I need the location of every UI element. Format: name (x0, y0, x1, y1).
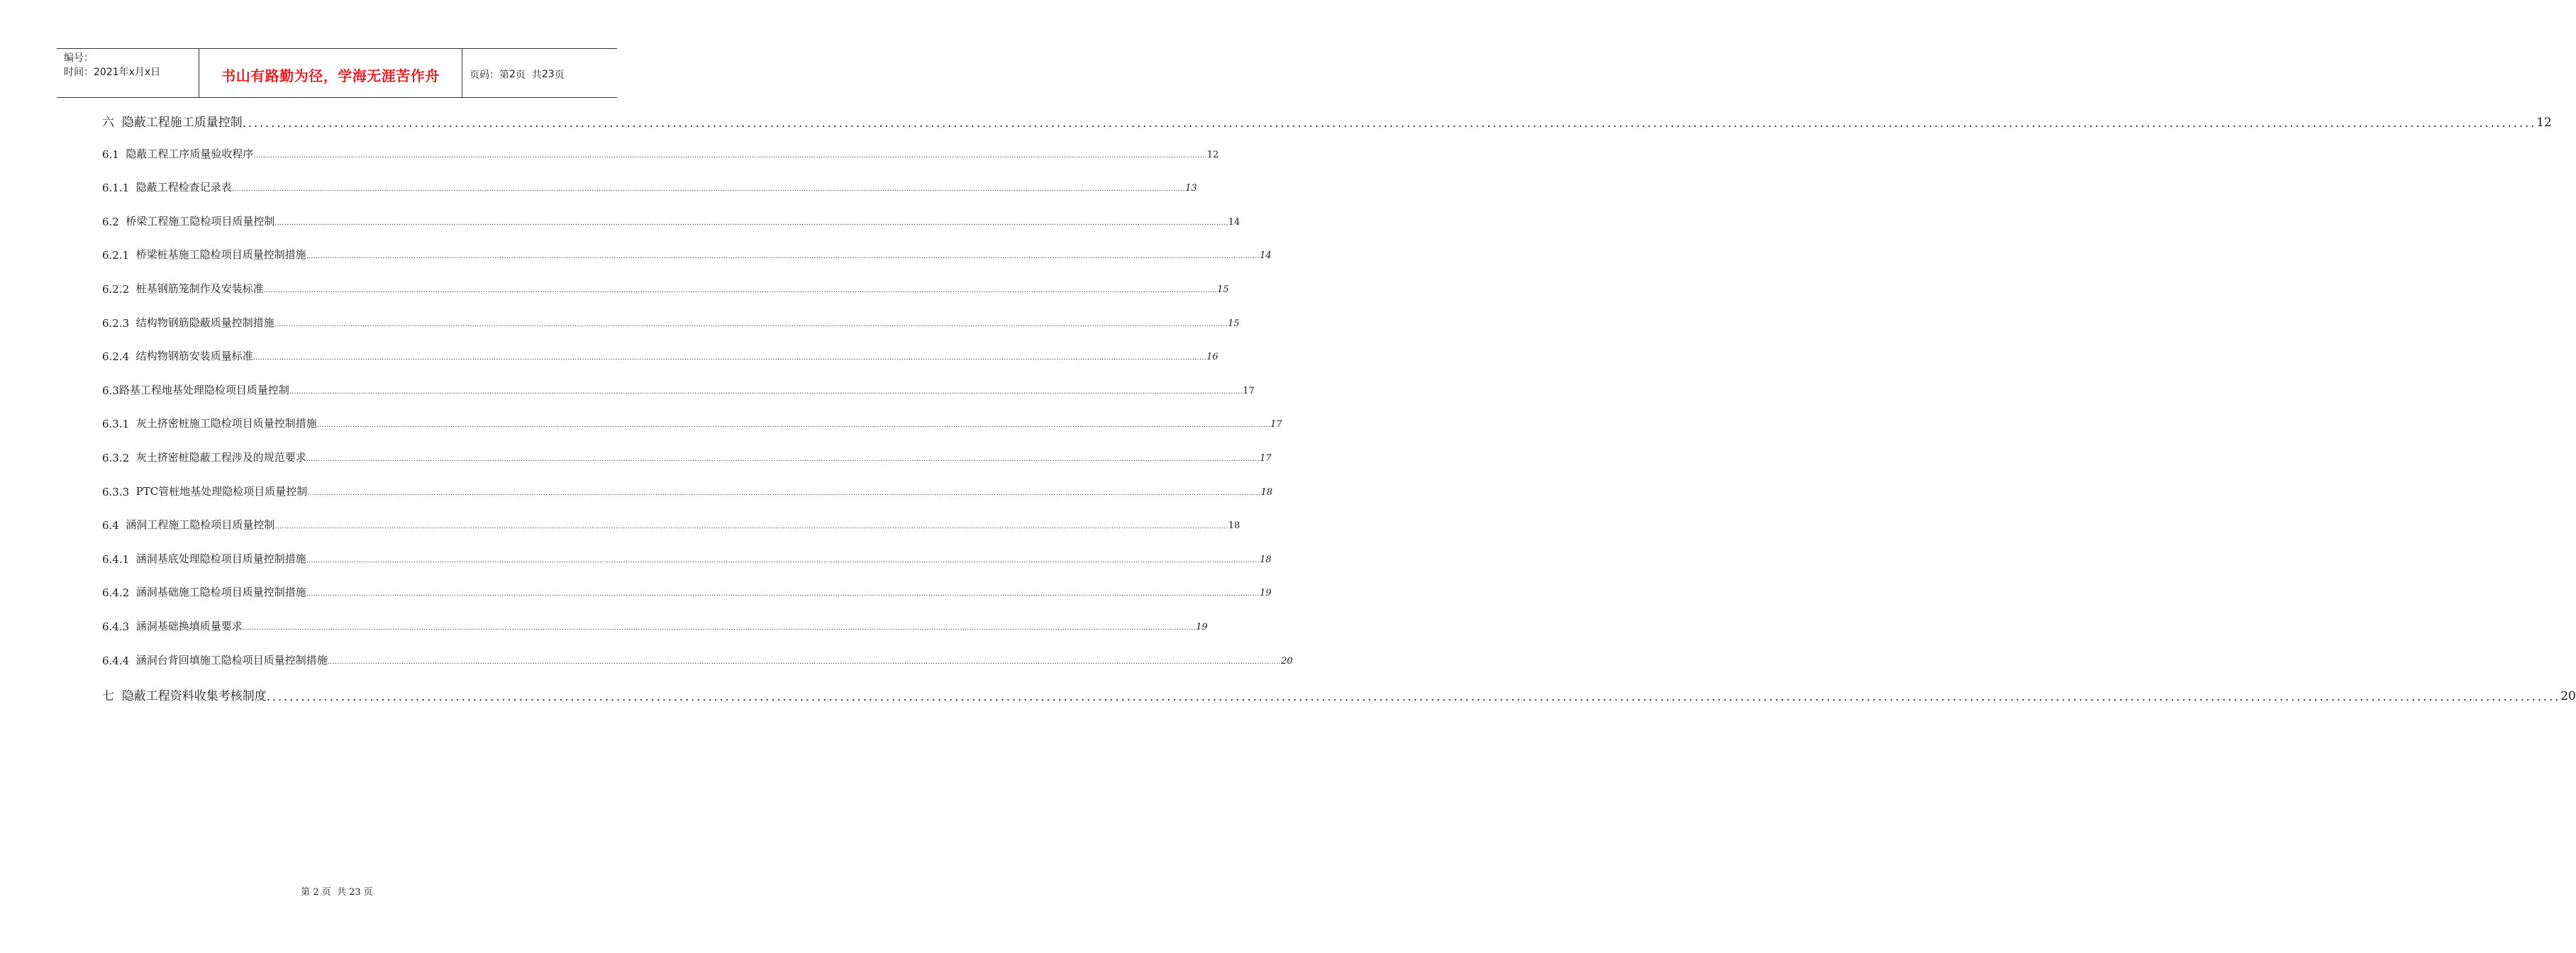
toc-entry[interactable] (102, 652, 1293, 667)
toc-entry-number: 七 (102, 689, 122, 704)
toc-entry[interactable] (102, 281, 1229, 296)
toc-entry-number: 6.2.3 (102, 316, 136, 330)
toc-dot-leader: ................................................................................................................................................................................................................................................................................................................................................................................................................ (316, 422, 1271, 430)
toc-dot-leader: ................................................................................................................................................................................................................................................................................................................................................................................................................ (266, 690, 2561, 704)
toc-entry-title: 灰土挤密桩隐蔽工程涉及的规范要求 (135, 451, 306, 464)
toc-dot-leader: ................................................................................................................................................................................................................................................................................................................................................................................................................ (289, 388, 1243, 396)
toc-entry-number: 6.3.3 (102, 485, 136, 498)
toc-dot-leader: ................................................................................................................................................................................................................................................................................................................................................................................................................ (231, 186, 1186, 194)
header-page-mid: 页 共 (515, 69, 542, 81)
toc-entry-title: 结构物钢筋隐蔽质量控制措施 (135, 316, 274, 329)
toc-dot-leader: ................................................................................................................................................................................................................................................................................................................................................................................................................ (306, 557, 1260, 564)
footer-page-total: 23 (349, 887, 361, 898)
footer-prefix: 第 (301, 887, 313, 898)
toc-entry-title: 隐蔽工程资料收集考核制度 (121, 689, 267, 704)
toc-entry-page: 18 (1260, 486, 1273, 498)
toc-entry-page: 20 (1281, 655, 1293, 667)
toc-entry-title: 隐蔽工程检查记录表 (135, 181, 232, 194)
header-motto: 书山有路勤为径，学海无涯苦作舟 (221, 67, 440, 84)
toc-entry[interactable] (102, 517, 1240, 533)
toc-entry-title: PTC管桩地基处理隐检项目质量控制 (135, 484, 308, 498)
toc-entry-number: 6.2.1 (102, 249, 136, 262)
toc-entry-page: 16 (1206, 352, 1218, 363)
toc-entry-page: 18 (1228, 520, 1240, 532)
header-page-info (462, 49, 617, 97)
toc-entry-number: 6.2.2 (102, 283, 136, 296)
toc-entry-page: 15 (1228, 318, 1240, 329)
toc-dot-leader: ................................................................................................................................................................................................................................................................................................................................................................................................................ (274, 219, 1228, 227)
toc-entry-page: 18 (1260, 554, 1272, 565)
toc-entry-number: 6.3 (102, 384, 119, 397)
toc-entry-number: 六 (102, 116, 122, 130)
toc-entry-page: 17 (1260, 453, 1272, 464)
toc-entry-number: 6.3.2 (102, 452, 136, 464)
toc-entry[interactable] (102, 450, 1272, 464)
toc-entry-page: 14 (1228, 216, 1240, 228)
toc-entry[interactable] (102, 686, 2576, 704)
toc-entry[interactable] (102, 382, 1255, 397)
toc-entry-title: 隐蔽工程工序质量验收程序 (126, 147, 254, 160)
toc-entry-number: 6.1.1 (102, 182, 136, 195)
toc-entry-number: 6.3.1 (102, 418, 136, 431)
footer-suffix: 页 (360, 887, 373, 898)
page-footer (0, 884, 674, 898)
toc-entry[interactable] (102, 146, 1219, 161)
toc-entry-title: 桥梁工程施工隐检项目质量控制 (126, 214, 275, 228)
footer-page-current: 2 (313, 887, 319, 898)
toc-entry-number: 6.1 (102, 147, 126, 161)
toc-entry[interactable] (102, 584, 1272, 600)
toc-entry-page: 15 (1217, 284, 1229, 295)
toc-entry-page: 12 (1206, 149, 1219, 160)
toc-entry-number: 6.4.4 (102, 654, 136, 667)
toc-entry[interactable] (102, 551, 1272, 566)
toc-entry-page: 14 (1260, 250, 1272, 262)
toc-entry-number: 6.2 (102, 215, 126, 228)
toc-entry-title: 涵洞工程施工隐检项目质量控制 (126, 518, 275, 532)
toc-dot-leader: ................................................................................................................................................................................................................................................................................................................................................................................................................ (307, 489, 1261, 497)
toc-dot-leader: ................................................................................................................................................................................................................................................................................................................................................................................................................ (242, 116, 2537, 130)
header-page-label: 页码：第 (470, 69, 509, 81)
toc-entry[interactable] (102, 112, 2552, 130)
toc-dot-leader: ................................................................................................................................................................................................................................................................................................................................................................................................................ (274, 321, 1228, 328)
document-number-label: 编号： (64, 52, 94, 64)
toc-dot-leader: ................................................................................................................................................................................................................................................................................................................................................................................................................ (306, 456, 1260, 463)
toc-dot-leader: ................................................................................................................................................................................................................................................................................................................................................................................................................ (242, 625, 1197, 632)
toc-dot-leader: ................................................................................................................................................................................................................................................................................................................................................................................................................ (327, 658, 1282, 666)
toc-entry[interactable] (102, 618, 1208, 633)
toc-entry-page: 20 (2560, 689, 2576, 704)
toc-entry-title: 灰土挤密桩施工隐检项目质量控制措施 (135, 417, 317, 430)
header-page-current: 2 (509, 69, 516, 80)
toc-entry[interactable] (102, 179, 1197, 195)
toc-entry-title: 涵洞基础施工隐检项目质量控制措施 (135, 586, 306, 599)
toc-entry[interactable] (102, 484, 1273, 498)
toc-entry-page: 13 (1185, 183, 1197, 194)
toc-entry-page: 19 (1260, 588, 1272, 599)
toc-dot-leader: ................................................................................................................................................................................................................................................................................................................................................................................................................ (306, 591, 1260, 598)
toc-entry[interactable] (102, 247, 1272, 262)
header-page-total: 23 (541, 69, 555, 80)
toc-dot-leader: ................................................................................................................................................................................................................................................................................................................................................................................................................ (253, 152, 1207, 160)
page-header (57, 48, 617, 98)
toc-entry-page: 17 (1243, 385, 1255, 396)
toc-entry-title: 涵洞基础换填质量要求 (135, 620, 243, 632)
toc-dot-leader: ................................................................................................................................................................................................................................................................................................................................................................................................................ (306, 253, 1260, 261)
toc-dot-leader: ................................................................................................................................................................................................................................................................................................................................................................................................................ (274, 523, 1228, 531)
document-date: 时间：2021年x月x日 (64, 67, 161, 78)
footer-mid: 页 共 (318, 887, 350, 898)
toc-entry-page: 17 (1270, 419, 1282, 430)
toc-entry-title: 桥梁桩基施工隐检项目质量控制措施 (135, 248, 306, 262)
toc-entry-title: 涵洞台背回填施工隐检项目质量控制措施 (135, 653, 328, 667)
toc-entry[interactable] (102, 416, 1282, 431)
toc-entry-number: 6.4.3 (102, 620, 136, 633)
toc-entry-title: 涵洞基底处理隐检项目质量控制措施 (135, 552, 306, 565)
toc-entry[interactable] (102, 213, 1240, 228)
toc-entry-number: 6.4.2 (102, 586, 136, 600)
toc-entry[interactable] (102, 348, 1218, 364)
toc-dot-leader: ................................................................................................................................................................................................................................................................................................................................................................................................................ (252, 355, 1207, 362)
toc-entry-title: 结构物钢筋安装质量标准 (135, 350, 253, 363)
toc-entry-title: 桩基钢筋笼制作及安装标准 (135, 282, 264, 295)
header-motto-cell (199, 49, 462, 97)
toc-entry-page: 12 (2536, 116, 2552, 130)
toc-entry-number: 6.2.4 (102, 350, 136, 364)
header-page-end: 页 (554, 69, 565, 81)
toc-entry[interactable] (102, 315, 1240, 330)
toc-dot-leader: ................................................................................................................................................................................................................................................................................................................................................................................................................ (263, 287, 1218, 294)
toc-entry-page: 19 (1196, 622, 1208, 632)
toc-entry-number: 6.4.1 (102, 552, 136, 566)
toc-entry-title: 路基工程地基处理隐检项目质量控制 (118, 383, 289, 396)
header-meta (57, 49, 199, 97)
toc-entry-number: 6.4 (102, 519, 126, 533)
toc-entry-title: 隐蔽工程施工质量控制 (121, 116, 243, 130)
